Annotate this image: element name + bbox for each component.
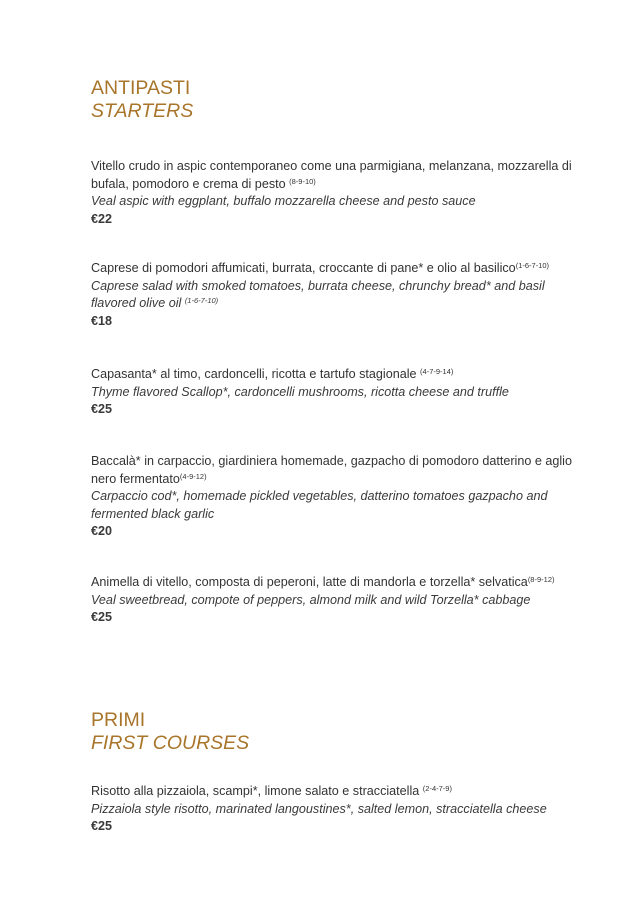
allergen-codes: (4-7-9-14) xyxy=(420,367,454,376)
allergen-codes: (4-9-12) xyxy=(179,471,207,481)
dish-price: €18 xyxy=(91,313,113,328)
dish-name-en: Carpaccio cod*, homemade pickled vegetables, datterino tomatoes gazpacho and fermented black garlic xyxy=(91,489,548,521)
menu-item xyxy=(91,453,591,541)
menu-item xyxy=(91,574,591,627)
dish-name-en: Thyme flavored Scallop*, cardoncelli mushrooms, ricotta cheese and truffle xyxy=(91,384,509,399)
dish-name-en: Veal aspic with eggplant, buffalo mozzarella cheese and pesto sauce xyxy=(91,194,476,208)
dish-name-it: Risotto alla pizzaiola, scampi*, limone salato e stracciatella $^{(2-4-7-9)}$ xyxy=(91,784,452,798)
dish-price: €25 xyxy=(91,402,113,416)
dish-name-it: Vitello crudo in aspic contemporaneo come una parmigiana, melanzana, mozzarella di bufala, pomodoro e crema di pesto $^{(8-9-10)}$ xyxy=(91,159,572,191)
allergen-codes: (1-6-7-10) xyxy=(184,296,219,305)
dish-price: €22 xyxy=(91,211,113,226)
dish-name-en: Caprese salad with smoked tomatoes, burrata cheese, chrunchy bread* and basil flavored olive oil $^{(1-6-7-10)}$ xyxy=(91,278,545,310)
allergen-codes: (8-9-10) xyxy=(289,176,316,186)
section-title-it: ANTIPASTI xyxy=(91,77,191,99)
dish-name-it: Animella di vitello, composta di peperoni, latte di mandorla e torzella* selvatica$^{(8-9-12)}$ xyxy=(91,575,555,589)
section-title-primi xyxy=(91,709,249,755)
dish-name-en: Veal sweetbread, compote of peppers, almond milk and wild Torzella* cabbage xyxy=(91,592,531,607)
allergen-codes: (2-4-7-9) xyxy=(422,784,452,793)
dish-price: €25 xyxy=(91,819,113,833)
dish-name-it: Caprese di pomodori affumicati, burrata, croccante di pane* e olio al basilico$^{(1-6-7-10)}$ xyxy=(91,261,550,275)
dish-name-en: Pizzaiola style risotto, marinated langoustines*, salted lemon, stracciatella cheese xyxy=(91,801,547,816)
dish-name-it: Capasanta* al timo, cardoncelli, ricotta e tartufo stagionale $^{(4-7-9-14)}$ xyxy=(91,367,454,381)
section-title-it: PRIMI xyxy=(91,709,146,731)
section-title-en: FIRST COURSES xyxy=(91,732,250,754)
dish-price: €20 xyxy=(91,524,113,538)
menu-item xyxy=(91,260,591,330)
menu-item xyxy=(91,158,591,228)
dish-price: €25 xyxy=(91,610,113,624)
dish-name-it: Baccalà* in carpaccio, giardiniera homemade, gazpacho di pomodoro datterino e aglio nero fermentato$^{(4-9-12)}$ xyxy=(91,454,572,486)
menu-item xyxy=(91,366,591,419)
section-title-en: STARTERS xyxy=(91,100,194,122)
section-title-antipasti xyxy=(91,77,193,123)
allergen-codes: (8-9-12) xyxy=(527,575,555,584)
menu-item xyxy=(91,783,591,836)
allergen-codes: (1-6-7-10) xyxy=(515,261,550,270)
